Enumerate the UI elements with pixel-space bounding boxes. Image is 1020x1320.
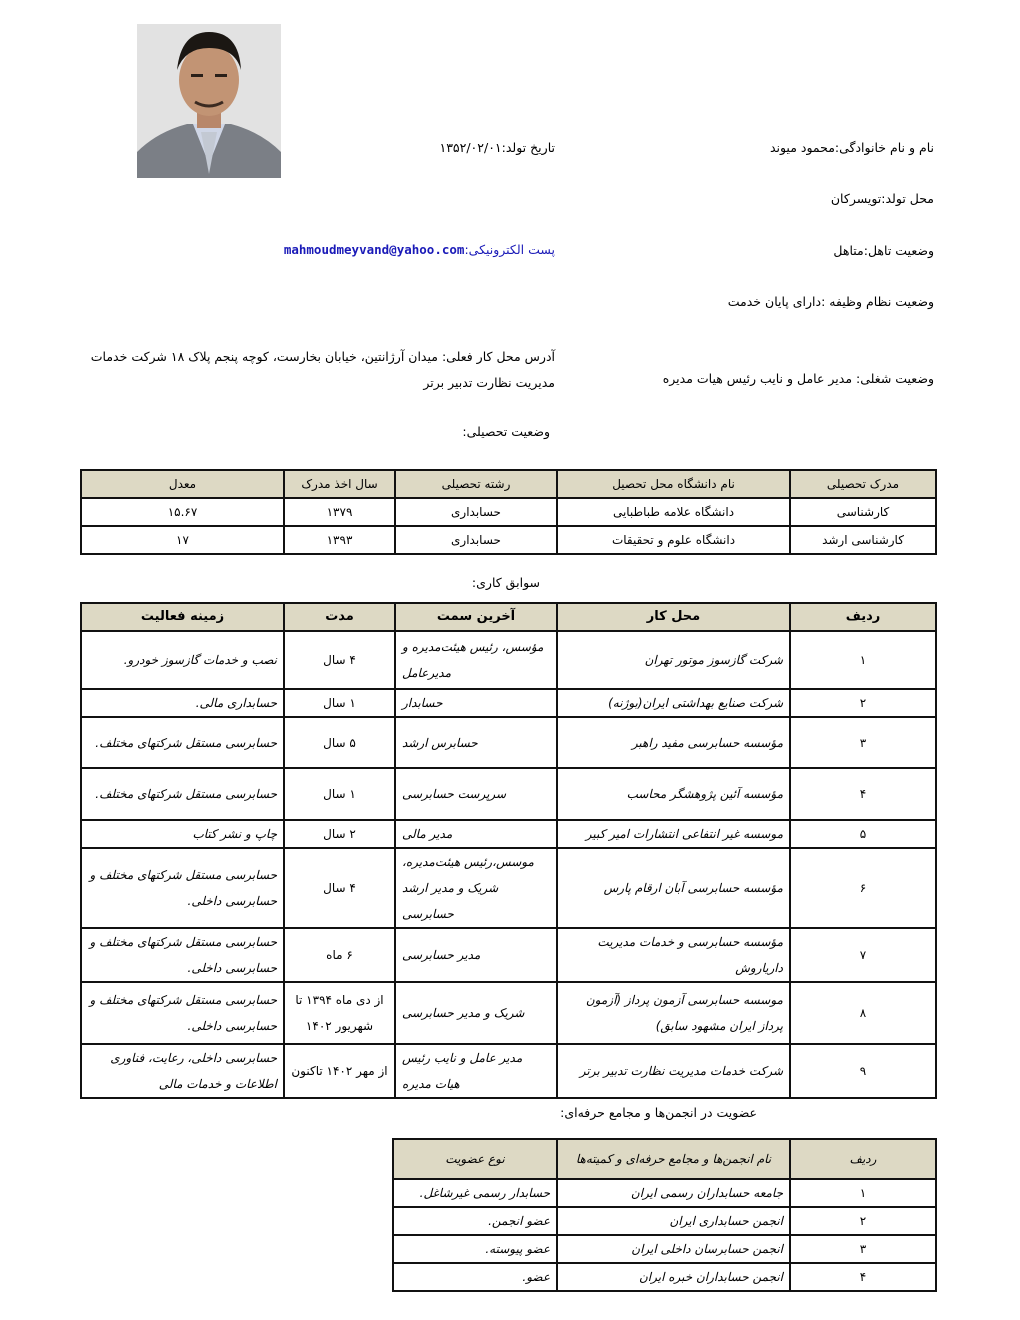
table-cell: جامعه حسابداران رسمی ایران <box>557 1179 790 1207</box>
table-cell: نصب و خدمات گازسوز خودرو. <box>81 631 284 689</box>
table-row <box>393 1263 936 1291</box>
membership-header: ردیف <box>790 1139 936 1179</box>
table-cell: کارشناسی <box>790 498 936 526</box>
work-header: زمینه فعالیت <box>81 603 284 631</box>
membership-title: عضویت در انجمن‌ها و مجامع حرفه‌ای: <box>560 1105 757 1120</box>
table-cell: حسابرسی مستقل شرکتهای مختلف. <box>81 768 284 820</box>
education-header: رشته تحصیلی <box>395 470 557 498</box>
work-header: محل کار <box>557 603 790 631</box>
table-cell: ۱۷ <box>81 526 284 554</box>
table-row <box>81 982 936 1044</box>
table-cell: ۷ <box>790 928 936 982</box>
table-cell: عضو انجمن. <box>393 1207 557 1235</box>
table-cell: دانشگاه علوم و تحقیقات <box>557 526 790 554</box>
table-cell: حسابرسی مستقل شرکتهای مختلف. <box>81 717 284 768</box>
birth-place: محل تولد:تویسرکان <box>830 191 934 206</box>
table-row <box>393 1179 936 1207</box>
table-cell: ۳ <box>790 1235 936 1263</box>
table-cell: حسابدار <box>395 689 557 717</box>
table-row <box>81 768 936 820</box>
table-cell: ۵ <box>790 820 936 848</box>
membership-header: نوع عضویت <box>393 1139 557 1179</box>
table-cell: شریک و مدیر حسابرسی <box>395 982 557 1044</box>
table-cell: موسس،رئیس هیئت‌مدیره، شریک و مدیر ارشد حسابرسی <box>395 848 557 928</box>
membership-table <box>392 1138 937 1292</box>
table-cell: مدیر حسابرسی <box>395 928 557 982</box>
table-row <box>81 820 936 848</box>
table-cell: موسسه غیر انتفاعی انتشارات امیر کبیر <box>557 820 790 848</box>
military-status: وضعیت نظام وظیفه :دارای پایان خدمت <box>727 294 934 309</box>
work-header-row <box>81 603 936 631</box>
education-header: مدرک تحصیلی <box>790 470 936 498</box>
education-table <box>80 469 937 555</box>
table-cell: ۹ <box>790 1044 936 1098</box>
table-cell: ۴ سال <box>284 848 395 928</box>
email-row <box>284 242 555 257</box>
table-row <box>393 1207 936 1235</box>
table-cell: ۲ <box>790 689 936 717</box>
table-row <box>81 631 936 689</box>
table-cell: انجمن حسابداران خبره ایران <box>557 1263 790 1291</box>
work-table <box>80 602 937 1099</box>
table-cell: حسابرسی مستقل شرکتهای مختلف و حسابرسی داخلی. <box>81 848 284 928</box>
table-cell: ۶ <box>790 848 936 928</box>
email-label: پست الکترونیکی: <box>464 242 555 257</box>
table-row <box>81 1044 936 1098</box>
table-cell: ۱۳۷۹ <box>284 498 395 526</box>
table-cell: مؤسسه حسابرسی و خدمات مدیریت داریاروش <box>557 928 790 982</box>
table-row <box>81 689 936 717</box>
job-status: وضعیت شغلی: مدیر عامل و نایب رئیس هیات مدیره <box>662 371 934 386</box>
full-name: نام و نام خانوادگی:محمود میوند <box>769 140 934 155</box>
table-cell: حسابرسی داخلی، رعایت، فناوری اطلاعات و خدمات مالی <box>81 1044 284 1098</box>
table-cell: حسابداری مالی. <box>81 689 284 717</box>
marital-status: وضعیت تاهل:متاهل <box>833 243 934 258</box>
table-cell: از دی ماه ۱۳۹۴ تا شهریور ۱۴۰۲ <box>284 982 395 1044</box>
work-title: سوابق کاری: <box>471 575 540 590</box>
table-cell: شرکت خدمات مدیریت نظارت تدبیر برتر <box>557 1044 790 1098</box>
table-cell: شرکت صنایع بهداشتی ایران(بوژنه) <box>557 689 790 717</box>
table-cell: ۴ <box>790 1263 936 1291</box>
table-cell: موسسه حسابرسی آزمون پرداز (آزمون پرداز ایران مشهود سابق) <box>557 982 790 1044</box>
table-row <box>81 498 936 526</box>
table-cell: مدیر مالی <box>395 820 557 848</box>
membership-header-row <box>393 1139 936 1179</box>
table-cell: ۱۵.۶۷ <box>81 498 284 526</box>
table-cell: مدیر عامل و نایب رئیس هیات مدیره <box>395 1044 557 1098</box>
table-cell: شرکت گازسوز موتور تهران <box>557 631 790 689</box>
table-cell: حسابرسی مستقل شرکتهای مختلف و حسابرسی داخلی. <box>81 982 284 1044</box>
table-cell: چاپ و نشر کتاب <box>81 820 284 848</box>
table-cell: ۱ سال <box>284 689 395 717</box>
table-cell: حسابرس ارشد <box>395 717 557 768</box>
education-title: وضعیت تحصیلی: <box>462 424 550 439</box>
table-cell: ۲ <box>790 1207 936 1235</box>
table-cell: سرپرست حسابرسی <box>395 768 557 820</box>
table-cell: مؤسسه حسابرسی مفید راهبر <box>557 717 790 768</box>
table-cell: ۲ سال <box>284 820 395 848</box>
birth-date: تاریخ تولد:۱۳۵۲/۰۲/۰۱ <box>439 140 555 155</box>
table-cell: عضو پیوسته. <box>393 1235 557 1263</box>
table-cell: حسابدار رسمی غیرشاغل. <box>393 1179 557 1207</box>
table-row <box>81 848 936 928</box>
table-cell: ۴ سال <box>284 631 395 689</box>
table-row <box>81 526 936 554</box>
table-row <box>81 928 936 982</box>
table-row <box>81 717 936 768</box>
education-header: معدل <box>81 470 284 498</box>
table-cell: ۱۳۹۳ <box>284 526 395 554</box>
work-header: مدت <box>284 603 395 631</box>
table-cell: ۱ سال <box>284 768 395 820</box>
table-row <box>393 1235 936 1263</box>
table-cell: حسابرسی مستقل شرکتهای مختلف و حسابرسی داخلی. <box>81 928 284 982</box>
table-cell: ۱ <box>790 631 936 689</box>
table-cell: مؤسسه حسابرسی آبان ارقام پارس <box>557 848 790 928</box>
table-cell: ۴ <box>790 768 936 820</box>
work-address: آدرس محل کار فعلی: میدان آرژانتین، خیابان بخارست، کوچه پنجم پلاک ۱۸ شرکت خدمات مدیریت نظارت تدبیر برتر <box>90 349 555 390</box>
table-cell: مؤسس، رئیس هیئت‌مدیره و مدیرعامل <box>395 631 557 689</box>
table-cell: کارشناسی ارشد <box>790 526 936 554</box>
table-cell: مؤسسه آئین پژوهشگر محاسب <box>557 768 790 820</box>
education-header: نام دانشگاه محل تحصیل <box>557 470 790 498</box>
education-header-row <box>81 470 936 498</box>
work-header: ردیف <box>790 603 936 631</box>
education-header: سال اخذ مدرک <box>284 470 395 498</box>
table-cell: حسابداری <box>395 498 557 526</box>
table-cell: انجمن حسابرسان داخلی ایران <box>557 1235 790 1263</box>
table-cell: حسابداری <box>395 526 557 554</box>
table-cell: ۸ <box>790 982 936 1044</box>
membership-header: نام انجمن‌ها و مجامع حرفه‌ای و کمیته‌ها <box>557 1139 790 1179</box>
table-cell: ۵ سال <box>284 717 395 768</box>
table-cell: ۱ <box>790 1179 936 1207</box>
table-cell: از مهر ۱۴۰۲ تاکنون <box>284 1044 395 1098</box>
email-link[interactable]: mahmoudmeyvand@yahoo.com <box>283 242 465 257</box>
table-cell: ۶ ماه <box>284 928 395 982</box>
table-cell: انجمن حسابداری ایران <box>557 1207 790 1235</box>
table-cell: عضو. <box>393 1263 557 1291</box>
table-cell: ۳ <box>790 717 936 768</box>
profile-photo <box>137 24 281 178</box>
work-header: آخرین سمت <box>395 603 557 631</box>
table-cell: دانشگاه علامه طباطبایی <box>557 498 790 526</box>
